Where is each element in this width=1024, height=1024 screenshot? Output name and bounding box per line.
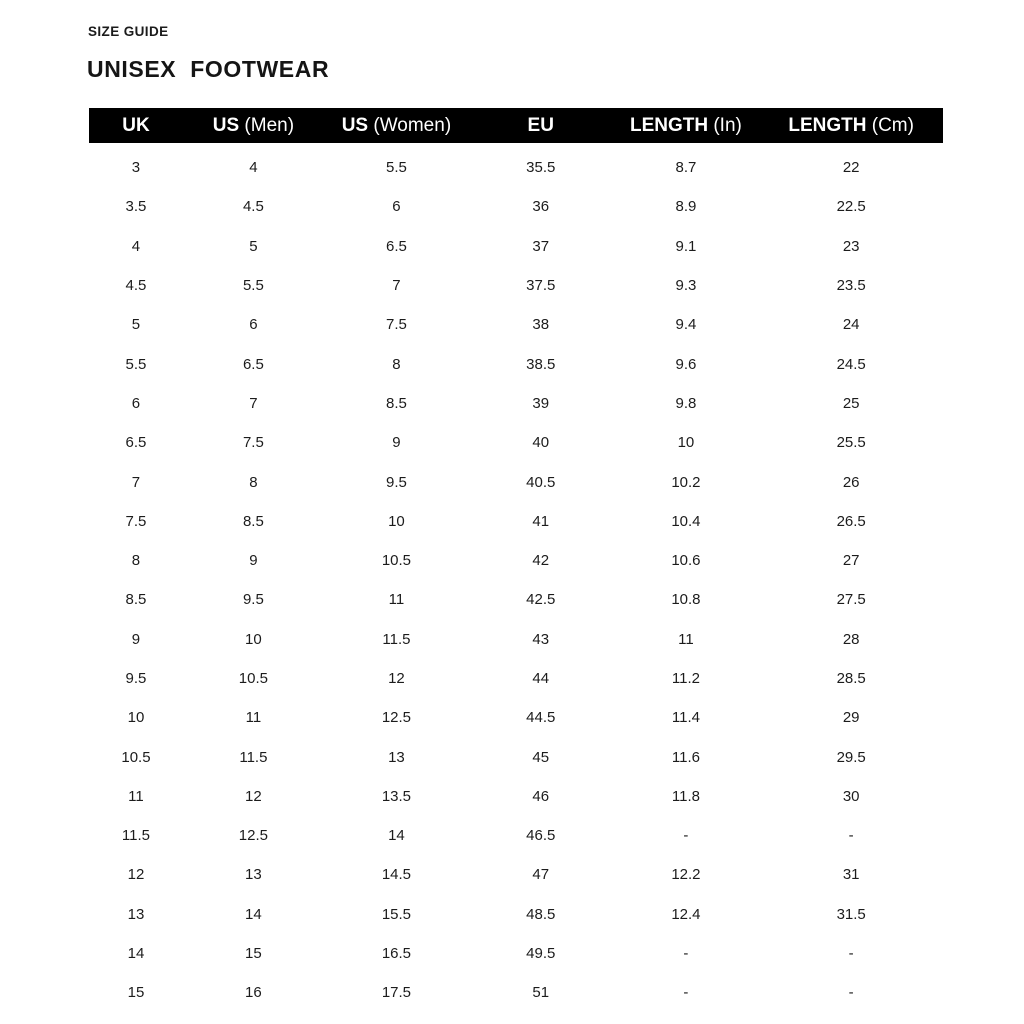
table-cell: 45 — [532, 748, 550, 766]
table-cell: 6.5 — [386, 237, 407, 255]
table-cell: 12 — [388, 670, 405, 687]
table-cell: 22.5 — [836, 198, 866, 216]
table-cell: 4 — [249, 159, 258, 177]
table-cell: 4.5 — [125, 277, 147, 295]
table-cell: - — [848, 945, 854, 963]
table-cell: 15 — [127, 984, 145, 1002]
table-cell: 14.5 — [381, 866, 412, 884]
table-cell: 8.5 — [386, 394, 407, 412]
table-cell: 8.7 — [675, 159, 697, 177]
column-header-label: US — [212, 115, 240, 136]
table-cell: 9 — [131, 630, 141, 648]
table-cell: 23 — [842, 237, 860, 255]
table-cell: 9 — [249, 552, 258, 570]
table-row — [89, 855, 943, 894]
table-cell: 42 — [532, 552, 550, 570]
table-cell: 28 — [842, 630, 860, 648]
table-cell: 24.5 — [836, 355, 866, 373]
table-cell: 8.5 — [242, 512, 264, 530]
table-row — [89, 423, 943, 462]
table-cell: 48.5 — [526, 905, 556, 923]
table-cell: 13 — [388, 748, 405, 766]
table-header-row — [89, 108, 943, 143]
column-header-label: US — [341, 115, 369, 136]
table-cell: 26 — [842, 473, 860, 491]
table-cell: 25 — [842, 394, 860, 412]
table-row — [89, 698, 943, 737]
column-header-sublabel: (Men) — [239, 115, 295, 136]
table-cell: 46 — [532, 787, 550, 805]
table-cell: 10.4 — [671, 512, 701, 530]
table-row — [89, 620, 943, 659]
table-cell: 44.5 — [526, 709, 556, 727]
table-cell: 31.5 — [836, 905, 866, 923]
table-cell: 10 — [127, 709, 145, 727]
table-cell: 4 — [131, 237, 141, 255]
table-cell: 11.8 — [671, 787, 700, 805]
table-row — [89, 777, 943, 816]
table-cell: 17.5 — [381, 984, 412, 1002]
table-row — [89, 973, 943, 1012]
table-cell: 11.4 — [671, 709, 700, 727]
table-cell: 9.4 — [675, 316, 697, 334]
table-cell: 12.5 — [381, 709, 412, 727]
table-cell: - — [848, 827, 854, 845]
table-cell: 5.5 — [125, 355, 147, 373]
table-row — [89, 580, 943, 619]
table-cell: 13 — [245, 866, 262, 884]
table-cell: 12.4 — [671, 905, 701, 923]
table-row — [89, 187, 943, 226]
table-cell: 11.5 — [382, 630, 411, 648]
table-cell: 6 — [131, 394, 141, 412]
table-cell: 30 — [842, 787, 860, 805]
table-row — [89, 344, 943, 383]
table-cell: 7 — [249, 394, 258, 412]
table-cell: 6 — [392, 198, 401, 216]
table-cell: 41 — [532, 512, 550, 530]
size-guide-label: SIZE GUIDE — [88, 24, 169, 39]
table-row — [89, 737, 943, 776]
table-cell: 7 — [392, 277, 401, 295]
table-cell: 8 — [392, 355, 401, 373]
table-cell: 5.5 — [242, 277, 264, 295]
table-cell: - — [683, 827, 689, 845]
table-cell: 11.2 — [671, 670, 700, 687]
table-cell: 31 — [842, 866, 860, 884]
table-cell: 10 — [388, 512, 405, 530]
column-header-length-cm — [759, 108, 943, 143]
table-cell: 27.5 — [836, 591, 866, 609]
table-cell: - — [683, 945, 689, 963]
table-cell: 8.9 — [675, 198, 697, 216]
table-cell: 5 — [131, 316, 141, 334]
table-cell: 44 — [532, 670, 550, 687]
table-cell: 35.5 — [526, 159, 556, 177]
table-row — [89, 816, 943, 855]
table-cell: 11 — [128, 787, 144, 805]
table-cell: 14 — [245, 905, 262, 923]
table-row — [89, 502, 943, 541]
table-cell: 10 — [677, 434, 695, 452]
table-cell: 12 — [127, 866, 145, 884]
column-header-sublabel: (In) — [708, 115, 742, 136]
table-row — [89, 462, 943, 501]
table-cell: 10 — [245, 630, 262, 648]
table-row — [89, 934, 943, 973]
table-cell: 11 — [678, 630, 694, 648]
table-cell: 11.6 — [671, 748, 700, 766]
table-cell: 14 — [388, 827, 405, 845]
table-cell: 7.5 — [386, 316, 407, 334]
column-header-label: LENGTH — [629, 115, 709, 136]
table-row — [89, 227, 943, 266]
table-cell: 7.5 — [242, 434, 264, 452]
table-cell: 9.1 — [675, 237, 697, 255]
table-cell: 40.5 — [526, 473, 556, 491]
table-cell: 46.5 — [526, 827, 556, 845]
table-cell: 6.5 — [125, 434, 147, 452]
table-cell: 10.8 — [671, 591, 701, 609]
page-title: UNISEX FOOTWEAR — [87, 56, 330, 82]
table-cell: 49.5 — [526, 945, 556, 963]
table-cell: 39 — [532, 394, 550, 412]
table-cell: 9.5 — [125, 670, 147, 687]
table-cell: 25.5 — [836, 434, 866, 452]
column-header-us-men — [183, 108, 324, 143]
table-cell: - — [848, 984, 854, 1002]
table-row — [89, 895, 943, 934]
table-body — [89, 148, 943, 1013]
table-cell: 8 — [249, 473, 258, 491]
table-cell: 10.5 — [121, 748, 151, 766]
table-cell: 8.5 — [125, 591, 147, 609]
table-cell: 42.5 — [526, 591, 556, 609]
table-cell: 3 — [131, 159, 141, 177]
table-cell: 7.5 — [125, 512, 147, 530]
column-header-sublabel: (Cm) — [866, 115, 914, 136]
column-header-label: UK — [122, 115, 150, 136]
table-cell: 23.5 — [836, 277, 866, 295]
table-cell: 7 — [131, 473, 141, 491]
table-cell: 9.5 — [386, 473, 407, 491]
table-cell: 16.5 — [381, 945, 412, 963]
table-cell: 9 — [392, 434, 401, 452]
table-cell: 27 — [842, 552, 860, 570]
table-cell: 11.5 — [121, 827, 151, 845]
table-cell: 13.5 — [381, 787, 412, 805]
table-cell: 28.5 — [836, 670, 866, 687]
table-cell: 8 — [131, 552, 141, 570]
table-cell: - — [683, 984, 689, 1002]
table-cell: 29.5 — [836, 748, 866, 766]
table-cell: 10.6 — [671, 552, 701, 570]
column-header-uk — [89, 108, 183, 143]
table-cell: 6 — [249, 316, 258, 334]
table-cell: 26.5 — [836, 512, 866, 530]
column-header-label: LENGTH — [788, 115, 867, 136]
table-cell: 12.2 — [671, 866, 701, 884]
table-row — [89, 266, 943, 305]
table-cell: 38.5 — [526, 355, 556, 373]
table-cell: 10.5 — [381, 552, 412, 570]
table-cell: 38 — [532, 316, 550, 334]
table-cell: 43 — [532, 630, 550, 648]
table-cell: 15.5 — [381, 905, 412, 923]
column-header-eu — [469, 108, 612, 143]
table-cell: 9.3 — [675, 277, 697, 295]
table-cell: 37.5 — [526, 277, 556, 295]
table-cell: 51 — [532, 984, 550, 1002]
table-cell: 10.2 — [671, 473, 701, 491]
column-header-length-in — [612, 108, 759, 143]
column-header-sublabel: (Women) — [368, 115, 452, 136]
table-cell: 9.5 — [242, 591, 264, 609]
table-cell: 9.8 — [675, 394, 697, 412]
column-header-us-women — [324, 108, 469, 143]
table-cell: 5 — [249, 237, 258, 255]
table-cell: 47 — [532, 866, 550, 884]
table-row — [89, 305, 943, 344]
table-cell: 29 — [842, 709, 860, 727]
table-cell: 11 — [388, 591, 405, 609]
table-cell: 22 — [842, 159, 860, 177]
table-cell: 12.5 — [238, 827, 268, 845]
table-cell: 13 — [127, 905, 145, 923]
table-row — [89, 541, 943, 580]
table-row — [89, 384, 943, 423]
table-cell: 6.5 — [242, 355, 264, 373]
table-cell: 40 — [532, 434, 550, 452]
table-cell: 16 — [245, 984, 262, 1002]
table-cell: 36 — [532, 198, 550, 216]
table-cell: 11.5 — [239, 748, 268, 766]
table-cell: 24 — [842, 316, 860, 334]
table-row — [89, 659, 943, 698]
table-cell: 4.5 — [242, 198, 264, 216]
table-row — [89, 148, 943, 187]
table-cell: 11 — [245, 709, 262, 727]
table-cell: 3.5 — [125, 198, 147, 216]
table-cell: 10.5 — [238, 670, 268, 687]
table-cell: 9.6 — [675, 355, 697, 373]
table-cell: 37 — [532, 237, 550, 255]
table-cell: 15 — [245, 945, 262, 963]
table-cell: 14 — [127, 945, 145, 963]
column-header-label: EU — [527, 115, 554, 136]
table-cell: 12 — [245, 787, 262, 805]
table-cell: 5.5 — [386, 159, 407, 177]
size-table — [89, 108, 943, 1013]
